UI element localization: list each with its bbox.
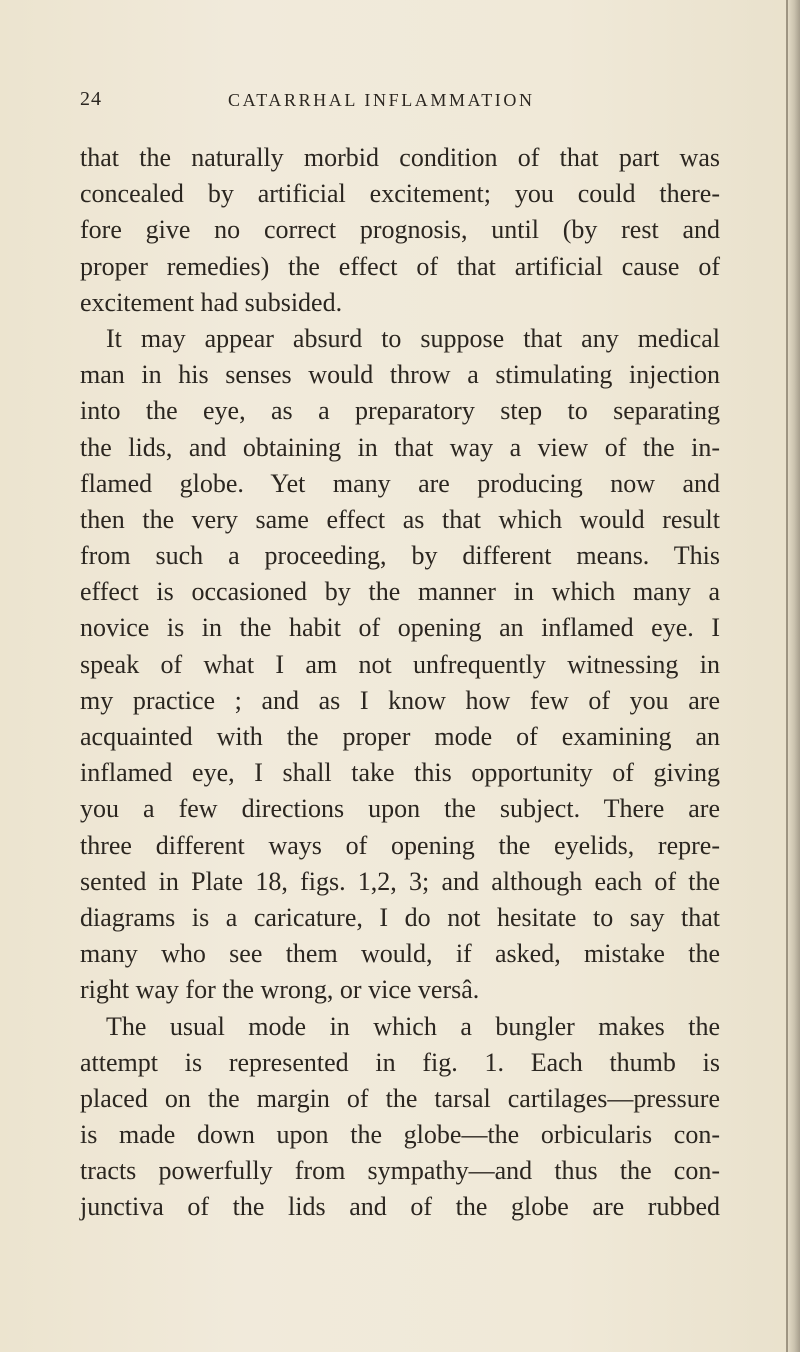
text-line: then the very same effect as that which would result — [80, 504, 720, 534]
text-line: three different ways of opening the eyelids, repre- — [80, 830, 720, 860]
body-text — [80, 140, 720, 1226]
text-line: sented in Plate 18, figs. 1,2, 3; and although each of the — [80, 866, 720, 896]
text-line: fore give no correct prognosis, until (by rest and — [80, 215, 720, 245]
text-line: novice is in the habit of opening an inflamed eye. I — [80, 613, 720, 643]
text-line: The usual mode in which a bungler makes the — [106, 1011, 720, 1041]
text-line: man in his senses would throw a stimulating injection — [80, 360, 720, 390]
text-line: you a few directions upon the subject. There are — [80, 794, 720, 824]
text-line: many who see them would, if asked, mistake the — [80, 939, 720, 969]
text-line: effect is occasioned by the manner in which many a — [80, 577, 720, 607]
page-edge-shadow — [786, 0, 800, 1352]
text-line: concealed by artificial excitement; you could there- — [80, 179, 720, 209]
page-header — [80, 88, 720, 118]
text-line: into the eye, as a preparatory step to separating — [80, 396, 720, 426]
text-line: inflamed eye, I shall take this opportunity of giving — [80, 758, 720, 788]
text-line: from such a proceeding, by different means. This — [80, 541, 720, 571]
page-number: 24 — [80, 88, 102, 110]
running-head: CATARRHAL INFLAMMATION — [228, 90, 535, 110]
text-line: tracts powerfully from sympathy—and thus the con- — [80, 1156, 720, 1186]
text-line: flamed globe. Yet many are producing now and — [80, 468, 720, 498]
text-line: attempt is represented in fig. 1. Each thumb is — [80, 1047, 720, 1077]
text-line: speak of what I am not unfrequently witnessing in — [80, 649, 720, 679]
text-line: proper remedies) the effect of that artificial cause of — [80, 251, 720, 281]
text-line: excitement had subsided. — [80, 287, 343, 317]
text-line: my practice ; and as I know how few of you are — [80, 685, 720, 715]
text-line: the lids, and obtaining in that way a view of the in- — [80, 432, 720, 462]
text-line: placed on the margin of the tarsal cartilages—pressure — [80, 1083, 720, 1113]
text-line: that the naturally morbid condition of that part was — [80, 143, 720, 172]
text-line: junctiva of the lids and of the globe are rubbed — [80, 1192, 720, 1222]
text-line: diagrams is a caricature, I do not hesitate to say that — [80, 902, 720, 932]
text-line: right way for the wrong, or vice versâ. — [80, 975, 480, 1005]
text-line: It may appear absurd to suppose that any medical — [106, 323, 720, 353]
text-line: is made down upon the globe—the orbicularis con- — [80, 1120, 720, 1150]
text-line: acquainted with the proper mode of examining an — [80, 722, 720, 751]
